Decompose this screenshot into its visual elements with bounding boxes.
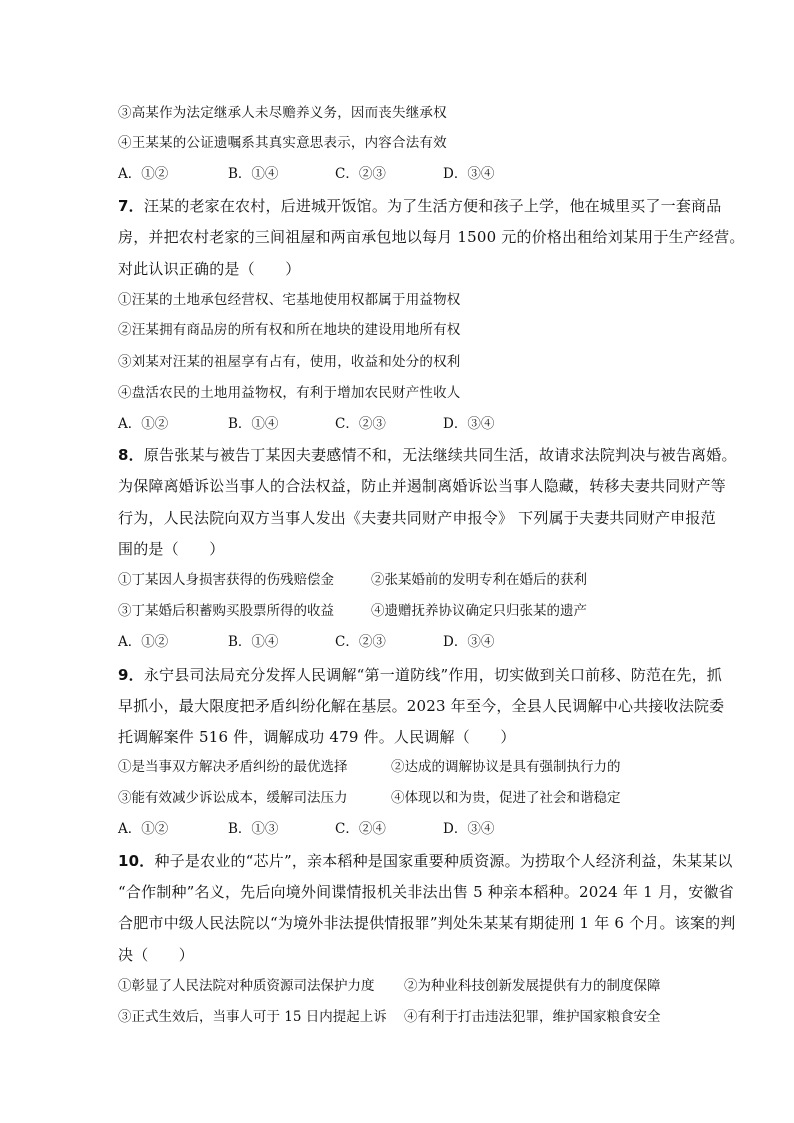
q9-stem-line-1: 9．永宁县司法局充分发挥人民调解“第一道防线”作用，切实做到关口前移、防范在先，抓 [118, 666, 722, 684]
q7-number: 7． [118, 197, 144, 215]
q9-answer-c: C．②④ [335, 821, 386, 837]
q6-answer-a: A．①② [118, 166, 169, 182]
q8-number: 8． [118, 446, 144, 464]
q6-option-3: ③高某作为法定继承人未尽赡养义务，因而丧失继承权 [118, 105, 447, 121]
q9-option-3: ③能有效减少诉讼成本，缓解司法压力 [118, 790, 348, 806]
q7-option-4: ④盘活农民的土地用益物权，有利于增加农民财产性收人 [118, 385, 461, 401]
q8-option-3: ③丁某婚后积蓄购买股票所得的收益 [118, 603, 334, 619]
q7-stem-line-3: 对此认识正确的是（ ） [118, 260, 301, 278]
q7-answer-c: C．②③ [335, 416, 386, 432]
q8-answer-b: B．①④ [228, 634, 279, 650]
q8-stem-line-2: 为保障离婚诉讼当事人的合法权益，防止并遏制离婚诉讼当事人隐藏，转移夫妻共同财产等 [118, 477, 727, 495]
q9-option-4: ④体现以和为贵，促进了社会和谐稳定 [391, 790, 621, 806]
q10-option-2: ②为种业科技创新发展提供有力的制度保障 [404, 978, 661, 994]
q8-stem-line-4: 围的是（ ） [118, 540, 225, 558]
q8-stem-line-1: 8．原告张某与被告丁某因夫妻感情不和，无法继续共同生活，故请求法院判决与被告离婚。 [118, 446, 737, 464]
q9-answer-b: B．①③ [228, 821, 279, 837]
q9-option-2: ②达成的调解协议是具有强制执行力的 [391, 759, 621, 775]
q7-option-3: ③刘某对汪某的祖屋享有占有，使用，收益和处分的权利 [118, 354, 461, 370]
q9-stem-line-3: 托调解案件 516 件，调解成功 479 件。人民调解（ ） [118, 728, 516, 746]
q8-option-1: ①丁某因人身损害获得的伤残赔偿金 [118, 572, 334, 588]
q9-answer-d: D．③④ [443, 821, 495, 837]
q9-option-1: ①是当事双方解决矛盾纠纷的最优选择 [118, 759, 348, 775]
q10-option-1: ①彰显了人民法院对种质资源司法保护力度 [118, 978, 375, 994]
q7-stem-line-1: 7．汪某的老家在农村，后进城开饭馆。为了生活方便和孩子上学，他在城里买了一套商品 [118, 197, 722, 215]
q7-answer-a: A．①② [118, 416, 169, 432]
q8-answer-c: C．②③ [335, 634, 386, 650]
q8-option-2: ②张某婚前的发明专利在婚后的获利 [371, 572, 587, 588]
q8-answer-a: A．①② [118, 634, 169, 650]
q7-answer-d: D．③④ [443, 416, 495, 432]
q8-answer-d: D．③④ [443, 634, 495, 650]
q9-stem-line-2: 早抓小，最大限度把矛盾纠纷化解在基层。2023 年至今，全县人民调解中心共接收法院委 [118, 697, 725, 715]
q7-option-2: ②汪某拥有商品房的所有权和所在地块的建设用地所有权 [118, 322, 461, 338]
q9-answer-a: A．①② [118, 821, 169, 837]
q10-stem-line-2: “合作制种”名义，先后向境外间谍情报机关非法出售 5 种亲本稻种。2024 年 1 月，安徽省 [118, 883, 734, 901]
q8-option-4: ④遗赠抚养协议确定只归张某的遗产 [371, 603, 587, 619]
q10-number: 10． [118, 852, 155, 870]
q9-number: 9． [118, 666, 144, 684]
q7-answer-b: B．①④ [228, 416, 279, 432]
q6-option-4: ④王某某的公证遗嘱系其真实意思表示，内容合法有效 [118, 135, 447, 151]
q7-option-1: ①汪某的土地承包经营权、宅基地使用权都属于用益物权 [118, 292, 461, 308]
q10-stem-line-3: 合肥市中级人民法院以“为境外非法提供情报罪”判处朱某某有期徒刑 1 年 6 个月。该案的判 [118, 914, 736, 932]
q7-stem-line-2: 房，并把农村老家的三间祖屋和两亩承包地以每月 1500 元的价格出租给刘某用于生产经营。 [118, 228, 745, 246]
q10-option-4: ④有利于打击违法犯罪，维护国家粮食安全 [404, 1009, 661, 1025]
q10-stem-line-1: 10．种子是农业的“芯片”，亲本稻种是国家重要种质资源。为捞取个人经济利益，朱某某以 [118, 852, 733, 870]
q6-answer-c: C．②③ [335, 166, 386, 182]
q10-option-3: ③正式生效后，当事人可于 15 日内提起上诉 [118, 1009, 387, 1025]
q8-stem-line-3: 行为，人民法院向双方当事人发出《夫妻共同财产申报令》 下列属于夫妻共同财产申报范 [118, 509, 716, 527]
q10-stem-line-4: 决（ ） [118, 946, 195, 964]
q6-answer-d: D．③④ [443, 166, 495, 182]
q6-answer-b: B．①④ [228, 166, 279, 182]
